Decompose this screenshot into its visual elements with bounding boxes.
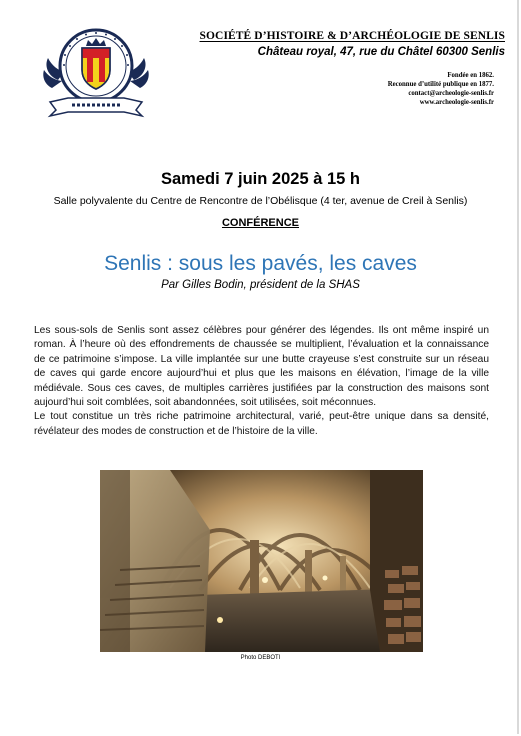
event-type: CONFÉRENCE	[221, 217, 299, 229]
vaulted-cellar-photo	[100, 470, 423, 652]
society-meta	[388, 71, 494, 107]
founded-line: Fondée en 1862.	[447, 72, 494, 79]
recognition-line: Reconnue d’utilité publique en 1877.	[387, 81, 494, 88]
society-name: SOCIÉTÉ D’HISTOIRE & D’ARCHÉOLOGIE DE SENLIS	[199, 30, 505, 42]
contact-email[interactable]: contact@archeologie-senlis.fr	[408, 90, 494, 97]
website-link[interactable]: www.archeologie-senlis.fr	[419, 99, 494, 106]
event-date: Samedi 7 juin 2025 à 15 h	[160, 170, 360, 188]
society-header	[175, 30, 505, 58]
society-address: Château royal, 47, rue du Châtel 60300 Senlis	[257, 46, 505, 58]
body-text	[34, 324, 489, 439]
event-venue: Salle polyvalente du Centre de Rencontre de l’Obélisque (4 ter, avenue de Creil à Senlis)	[53, 195, 468, 207]
talk-speaker: Par Gilles Bodin, président de la SHAS	[161, 279, 360, 291]
talk-title: Senlis : sous les pavés, les caves	[104, 252, 417, 275]
society-logo	[40, 18, 152, 122]
body-paragraph-2: Le tout constitue un très riche patrimoine architectural, varié, peut-être unique dans sa densité, révélateur des modes de construction et de l’histoire de la ville.	[34, 411, 489, 437]
photo-credit: Photo DEBOTI	[240, 655, 281, 661]
body-paragraph-1: Les sous-sols de Senlis sont assez célèbres pour générer des légendes. Ils ont même inspiré un roman. À l’heure où des effondrements de chaussée se multiplient, l’évaluation et la connaissance de ce patrimoine s’impose. La ville implantée sur une butte crayeuse s’est construite sur un réseau de caves qui garde encore aujourd’hui et plus que les maisons en élévation, l’image de la ville médiévale. Sous ces caves, de multiples carrières justifiées par la construction des maisons sont aujourd’hui soit comblées, soit abandonnées, soit utilisées, soit méconnues.	[34, 325, 489, 409]
